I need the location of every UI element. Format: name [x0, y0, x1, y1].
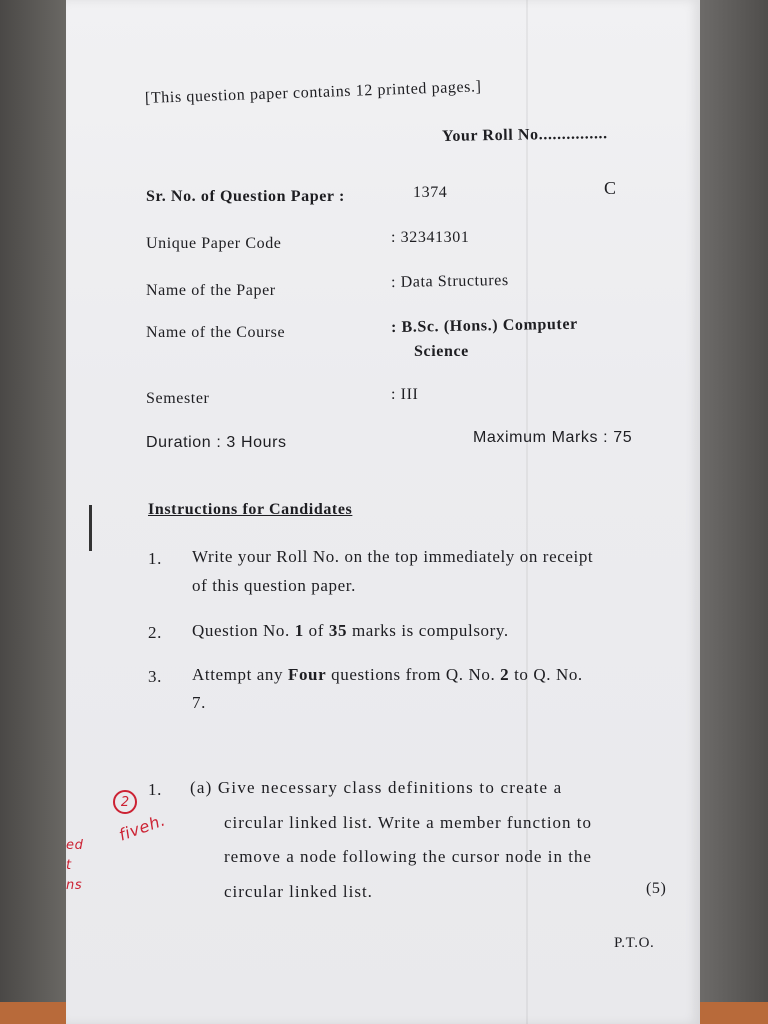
paper-set-letter: C — [604, 178, 617, 198]
question-1a-line3: remove a node following the cursor node in the — [224, 847, 592, 866]
semester-label: Semester — [146, 390, 210, 407]
unique-code-value: : 32341301 — [391, 229, 470, 246]
instruction-3-text: Attempt any Four questions from Q. No. 2 to Q. No. — [192, 665, 583, 684]
paper-name-value: : Data Structures — [390, 271, 509, 291]
instruction-3-number: 3. — [148, 667, 162, 686]
course-value-cont: Science — [414, 343, 469, 360]
instructions-heading: Instructions for Candidates — [148, 501, 353, 518]
question-1a-line4: circular linked list. — [224, 882, 373, 901]
question-1a-line1: (a) Give necessary class definitions to create a — [190, 778, 563, 797]
roll-number-line: Your Roll No............... — [441, 125, 608, 145]
unique-code-label: Unique Paper Code — [146, 235, 282, 252]
question-1-number: 1. — [148, 780, 162, 799]
margin-handwriting: ed t ns — [66, 838, 84, 893]
paper-fold — [526, 0, 528, 1024]
question-1a-marks: (5) — [646, 880, 667, 897]
question-1a-line2: circular linked list. Write a member function to — [224, 813, 593, 832]
background-left — [0, 0, 66, 1024]
circled-annotation: 2 — [113, 790, 137, 814]
instruction-2-number: 2. — [148, 623, 162, 642]
instruction-2-text: Question No. 1 of 35 marks is compulsory. — [192, 621, 509, 640]
instruction-3-line2: 7. — [192, 693, 206, 712]
maximum-marks: Maximum Marks : 75 — [473, 429, 633, 446]
pages-note: [This question paper contains 12 printed pages.] — [144, 78, 482, 107]
paper-name-label: Name of the Paper — [146, 282, 276, 299]
please-turn-over: P.T.O. — [614, 935, 655, 951]
handwritten-note: fiveh. — [116, 810, 169, 845]
instruction-1-line2: of this question paper. — [192, 576, 356, 595]
course-label: Name of the Course — [146, 324, 286, 341]
margin-pen-mark — [89, 505, 92, 551]
sr-no-value: 1374 — [413, 184, 448, 201]
background-right — [698, 0, 768, 1024]
instruction-1-number: 1. — [148, 549, 162, 568]
instruction-1-line1: Write your Roll No. on the top immediately on receipt — [192, 547, 594, 566]
sr-no-label: Sr. No. of Question Paper : — [146, 188, 345, 205]
course-value: : B.Sc. (Hons.) Computer — [390, 315, 578, 336]
semester-value: : III — [391, 386, 419, 403]
duration: Duration : 3 Hours — [146, 434, 287, 451]
